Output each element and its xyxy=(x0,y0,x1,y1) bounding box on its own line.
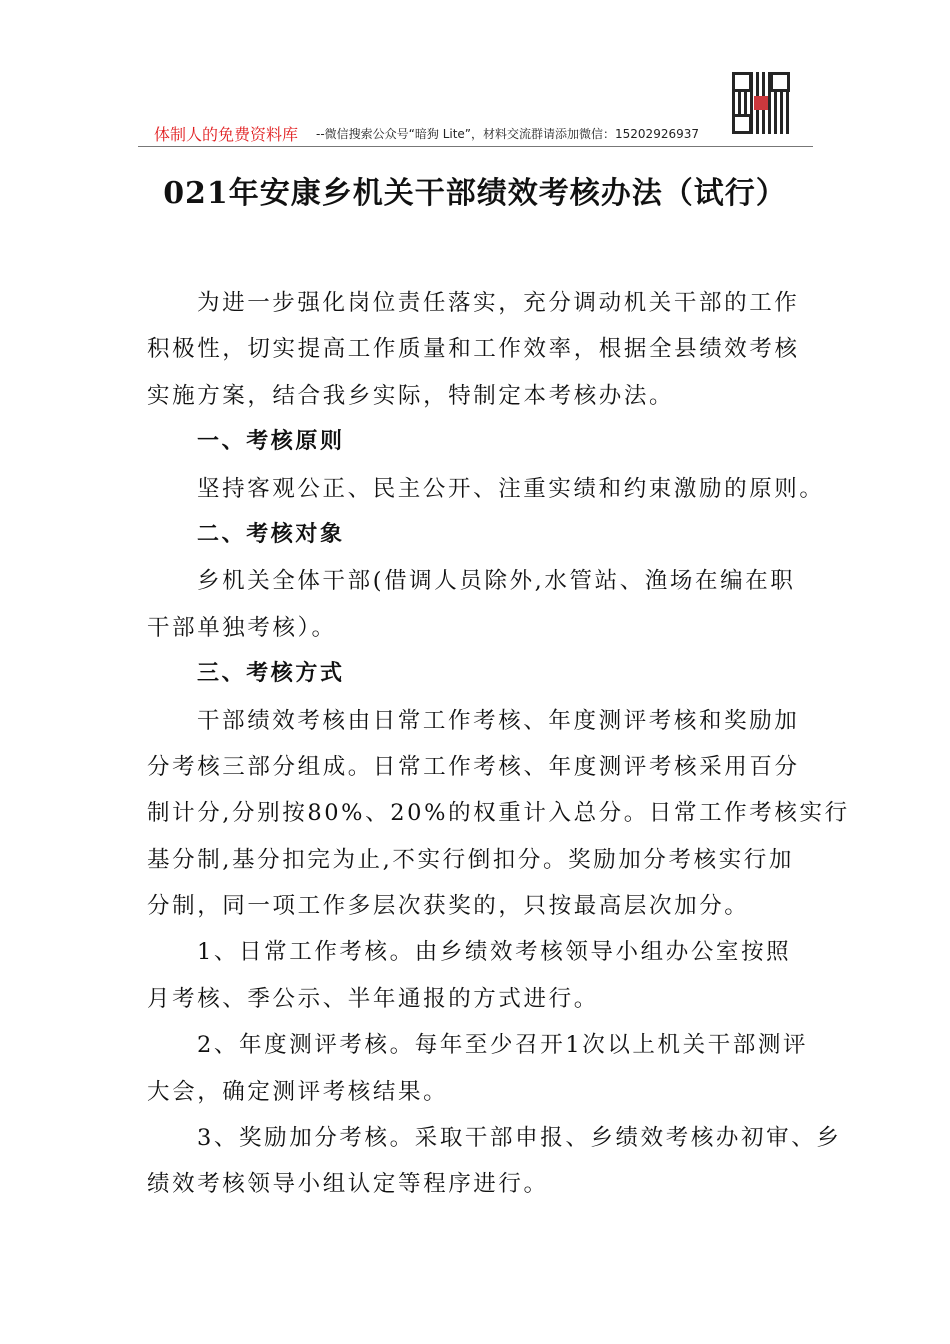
document-body xyxy=(147,285,850,1213)
qr-code-icon xyxy=(732,72,790,134)
body-line: 为进一步强化岗位责任落实，充分调动机关干部的工作 xyxy=(197,290,800,316)
body-line: 大会，确定测评考核结果。 xyxy=(147,1078,449,1105)
section-heading: 二、考核对象 xyxy=(197,521,345,547)
header-note: --微信搜索公众号“暗狗 Lite”，材料交流群请添加微信：15202926937 xyxy=(316,127,699,141)
section-heading: 三、考核方式 xyxy=(197,661,345,687)
document-title: 021年安康乡机关干部绩效考核办法（试行） xyxy=(163,176,787,211)
body-line: 分考核三部分组成。日常工作考核、年度测评考核采用百分 xyxy=(147,753,800,780)
body-line: 基分制,基分扣完为止,不实行倒扣分。奖励加分考核实行加 xyxy=(147,846,795,873)
body-line: 3、奖励加分考核。采取干部申报、乡绩效考核办初审、乡 xyxy=(197,1125,842,1152)
page-header xyxy=(138,68,813,147)
body-line: 干部单独考核）。 xyxy=(147,614,337,641)
body-line: 2、年度测评考核。每年至少召开1次以上机关干部测评 xyxy=(197,1032,809,1059)
body-line: 绩效考核领导小组认定等程序进行。 xyxy=(147,1171,549,1198)
body-line: 月考核、季公示、半年通报的方式进行。 xyxy=(147,985,599,1012)
section-heading: 一、考核原则 xyxy=(197,429,345,455)
body-line: 干部绩效考核由日常工作考核、年度测评考核和奖励加 xyxy=(197,707,800,734)
body-line: 积极性，切实提高工作质量和工作效率，根据全县绩效考核 xyxy=(147,336,800,363)
body-line: 乡机关全体干部(借调人员除外,水管站、渔场在编在职 xyxy=(197,568,796,595)
body-line: 坚持客观公正、民主公开、注重实绩和约束激励的原则。 xyxy=(197,475,825,502)
body-line: 1、日常工作考核。由乡绩效考核领导小组办公室按照 xyxy=(197,939,792,966)
body-line: 制计分,分别按80%、20%的权重计入总分。日常工作考核实行 xyxy=(147,800,850,827)
body-line: 分制，同一项工作多层次获奖的，只按最高层次加分。 xyxy=(147,893,750,920)
body-line: 实施方案，结合我乡实际，特制定本考核办法。 xyxy=(147,382,675,409)
brand-text: 体制人的免费资料库 xyxy=(154,125,299,144)
